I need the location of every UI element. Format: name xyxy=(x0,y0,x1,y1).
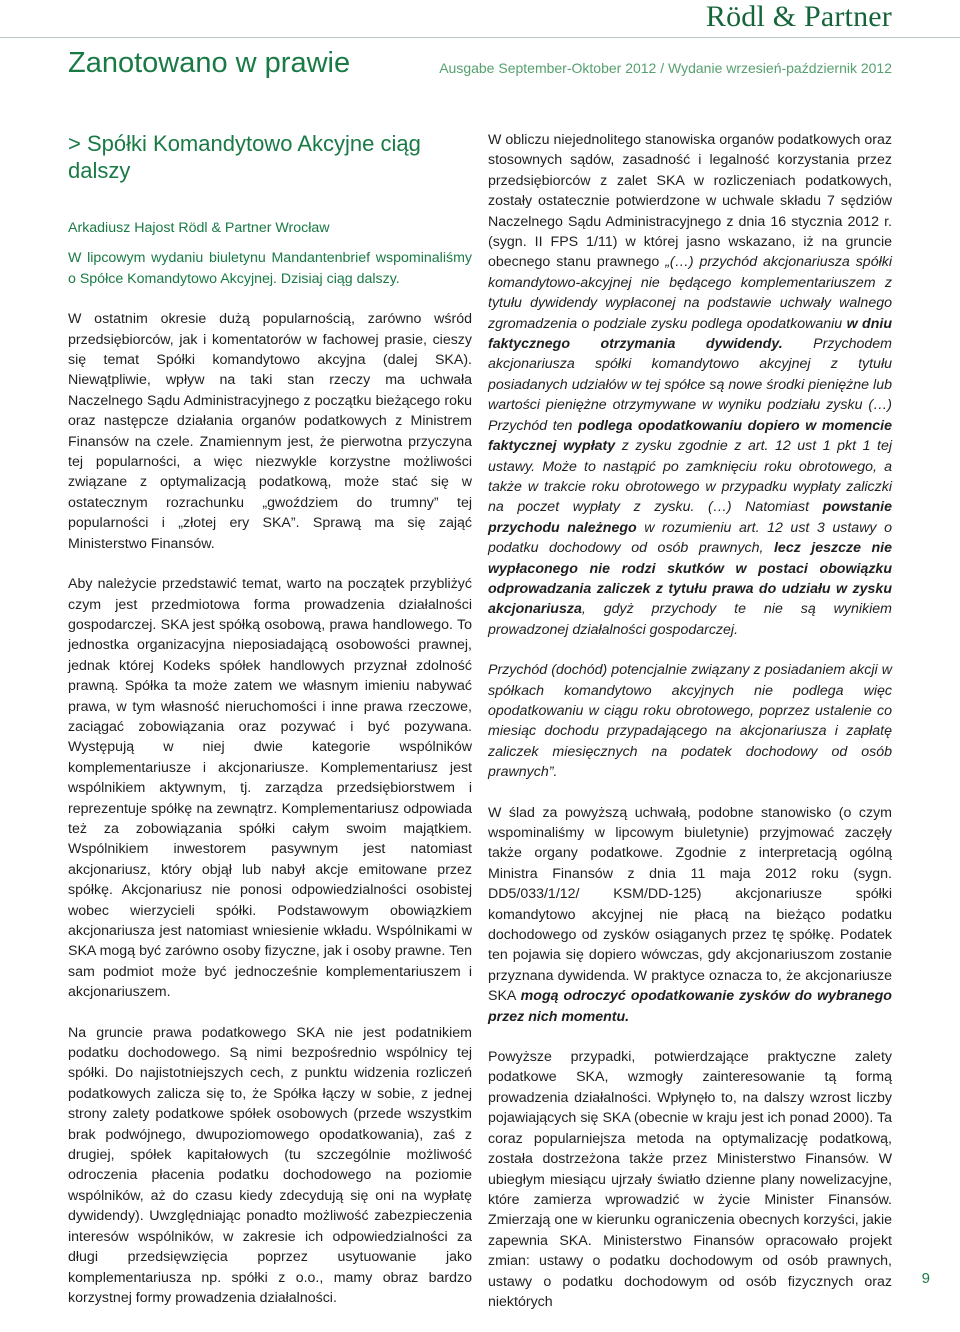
quote-part-bold: podlega opodatkowaniu dopiero w momencie faktycznej wypłaty xyxy=(488,417,893,455)
brand-logo: Rödl & Partner xyxy=(705,0,892,33)
quote-part: „(…) przychód akcjonariusza spółki komandytowo-akcyjnej nie będącego komplementariuszem z tytułu dywidendy wypłaconej na podstawie uchwały walnego zgromadzenia o podziale zysku podlega opodatkowaniu xyxy=(488,254,892,332)
quote-part: Przychodem akcjonariusza spółki komandytowo akcyjnej z tytułu posiadanych udziałów w tej spółce są nowe środki pieniężne lub wartości pieniężne otrzymywane w wyniku podziału zysku (…) Przychód ten xyxy=(488,336,892,434)
body-paragraph: Aby należycie przedstawić temat, warto na początek przybliżyć czym jest przedmiotowa forma prowadzenia działalności gospodarczej. SKA jest spółką osobową, prawa handlowego. To jednostka organizacyjna nieposiadającą osobowości prawnej, jednak której Kodeks spółek handlowych przyznał zdolność prawną. Spółka ta może zatem we własnym imieniu nabywać prawa, w tym własność nieruchomości i inne prawa rzeczowe, zaciągać zobowiązania oraz pozywać i być pozywana. Występują w niej dwie kategorie wspólników komplementariusze i akcjonariusze. Komplementariusz jest wspólnikiem aktywnym, tj. zarządza przedsiębiorstwem i reprezentuje spółkę na zewnątrz. Komplementariusz odpowiada też za zobowiązania spółki całym swoim majątkiem. Wspólnikiem inwestorem pasywnym jest natomiast akcjonariusz, który objął lub nabył akcje emitowane przez spółkę. Akcjonariusz nie ponosi odpowiedzialności osobistej wobec wierzycieli spółki. Podstawowym obowiązkiem akcjonariusza jest natomiast wniesienie wkładu. Wspólnikami w SKA mogą być zarówno osoby fizyczne, jak i osoby prawne. Ten sam podmiot może być jednocześnie komplementariuszem i akcjonariuszem. xyxy=(68,576,472,1001)
resolution-emphasis: mogą odroczyć opodatkowanie zysków do wybranego przez nich momentu. xyxy=(488,988,892,1025)
intro-text: W obliczu niejednolitego stanowiska organów podatkowych oraz stosownych sądów, zasadność i legalność korzystania przez przedsiębiorców z zalet SKA w rozliczeniach podatkowych, zostały ostatecznie potwierdzone w uchwale składu 7 sędziów Naczelnego Sądu Administracyjnego z dnia 16 stycznia 2012 r. (sygn. II FPS 1/11) w której jasno wskazano, iż na gruncie obecnego stanu prawnego xyxy=(488,132,892,271)
article-lead: W lipcowym wydaniu biuletynu Mandantenbrief wspominaliśmy o Spółce Komandytowo Akcyjnej. Dzisiaj ciąg dalszy. xyxy=(68,250,472,287)
edition-label: Ausgabe September-Oktober 2012 / Wydanie wrzesień-październik 2012 xyxy=(439,60,892,76)
quote-part-bold: powstanie przychodu należnego xyxy=(488,499,892,536)
page-number: 9 xyxy=(921,1270,930,1287)
header-divider xyxy=(0,37,960,38)
publication-title: Zanotowano w prawie xyxy=(68,47,351,79)
left-column xyxy=(68,130,472,1328)
article-title-text: Spółki Komandytowo Akcyjne ciąg dalszy xyxy=(68,131,421,183)
body-paragraph: W ostatnim okresie dużą popularnością, zarówno wśród przedsiębiorców, jak i komentatorów w fachowej prasie, cieszy się temat Spółki komandytowo akcyjna (dalej SKA). Niewątpliwie, wpływ na taki stan rzeczy ma uchwała Naczelnego Sądu Administracyjnego z początku bieżącego roku oraz następcze działania organów podatkowych z Ministrem Finansów na czele. Znamiennym jest, że pierwotna przyczyna tej popularności, a więc niezwykle korzystne możliwości związane z optymalizacją podatkową, może stać się w ostatecznym rozrachunku „gwoździem do trumny” tej popularności i „złotej ery SKA”. Sprawą ma się zająć Ministerstwo Finansów. xyxy=(68,311,472,552)
quote-part: w rozumieniu art. 12 ust 3 ustawy o podatku dochodowy od osób prawnych, xyxy=(488,519,892,557)
article-author: Arkadiusz Hajost Rödl & Partner Wrocław xyxy=(68,220,330,236)
court-quote xyxy=(488,254,892,637)
body-paragraph: Na gruncie prawa podatkowego SKA nie jest podatnikiem podatku dochodowego. Są nimi bezpośrednio wspólnicy tej spółki. Do najistotniejszych cech, z punktu widzenia rozliczeń podatkowych zalicza się to, że Spółka łączy w sobie, z jednej strony zalety podatkowe spółek osobowych (przede wszystkim brak podwójnego, dwupoziomowego opodatkowania), zaś z drugiej, spółek kapitałowych (tu szczególnie możliwość odroczenia płacenia podatku dochodowego na poziomie wspólników, aż do czasu kiedy zdecydują się oni na wypłatę dywidendy). Uwzględniając ponadto możliwość zabezpieczenia interesów wspólników, w zakresie ich odpowiedzialności za długi przedsięwzięcia poprzez usytuowanie jako komplementariusza np. spółki z o.o., mamy obraz bardzo korzystnej formy prowadzenia działalności. xyxy=(68,1024,472,1306)
quote-part-bold: lecz jeszcze nie wypłaconego nie rodzi skutków w postaci obowiązku odprowadzania zaliczek z tytułu prawa do udziału w zysku akcjonariusza xyxy=(488,540,892,618)
court-quote-continued: Przychód (dochód) potencjalnie związany z posiadaniem akcji w spółkach komandytowo akcyjnych nie podlega więc opodatkowaniu w ciągu roku obrotowego, poprzez ustalenie co miesiąc dochodu przypadającego na akcjonariusza i zapłatę zaliczek miesięcznych na podatek dochodowy od osób prawnych”. xyxy=(488,662,892,781)
right-column xyxy=(488,130,892,1332)
body-paragraph: Powyższe przypadki, potwierdzające praktyczne zalety podatkowe SKA, wzmogły zainteresowanie tą formą prowadzenia działalności. Wpłynęło to, na dalszy wzrost liczby pojawiających się SKA (obecnie w kraju jest ich ponad 2000). Ta coraz popularniejsza metoda na optymalizację podatkową, została dostrzeżona także przez Ministerstwo Finansów. W ubiegłym miesiącu ujrzały światło dzienne plany nowelizacyjne, które zamierza wprowadzić w życie Minister Finansów. Zmierzają one w kierunku ograniczenia obecnych korzyści, jakie zapewnia SKA. Ministerstwo Finansów opracowało projekt zmian: ustawy o podatku dochodowym od osób prawnych, ustawy o podatku dochodowym od osób fizycznych oraz niektórych xyxy=(488,1049,892,1310)
body-paragraph xyxy=(488,130,892,640)
body-paragraph xyxy=(488,803,892,1027)
title-arrow: > xyxy=(68,131,81,156)
resolution-text: W ślad za powyższą uchwałą, podobne stanowisko (o czym wspominaliśmy w lipcowym biuletynie) przyjmować zaczęły także organy podatkowe. Zgodnie z interpretacją ogólną Ministra Finansów z dnia 11 maja 2012 roku (sygn. DD5/033/1/12/ KSM/DD-125) akcjonariusze spółki komandytowo akcyjnej nie płacą na bieżąco podatku dochodowego od zysków osiąganych przez tę spółkę. Podatek ten pojawia się dopiero wówczas, gdy akcjonariuszom zostanie przyznana dywidenda. W praktyce oznacza to, że akcjonariusze SKA xyxy=(488,804,892,1005)
quote-part: z zysku zgodnie z art. 12 ust 1 pkt 1 tej ustawy. Może to nastąpić po zamknięciu roku obrotowego, a także w trakcie roku obrotowego w przypadku wypłaty zaliczki na poczet wypłaty z zysku. (…) Natomiast xyxy=(488,438,892,516)
article-title xyxy=(68,130,472,184)
quote-part: , gdyż przychody te nie są wynikiem prowadzonej działalności gospodarczej. xyxy=(488,601,892,638)
quote-part-bold: w dniu faktycznego otrzymania dywidendy. xyxy=(488,315,892,353)
